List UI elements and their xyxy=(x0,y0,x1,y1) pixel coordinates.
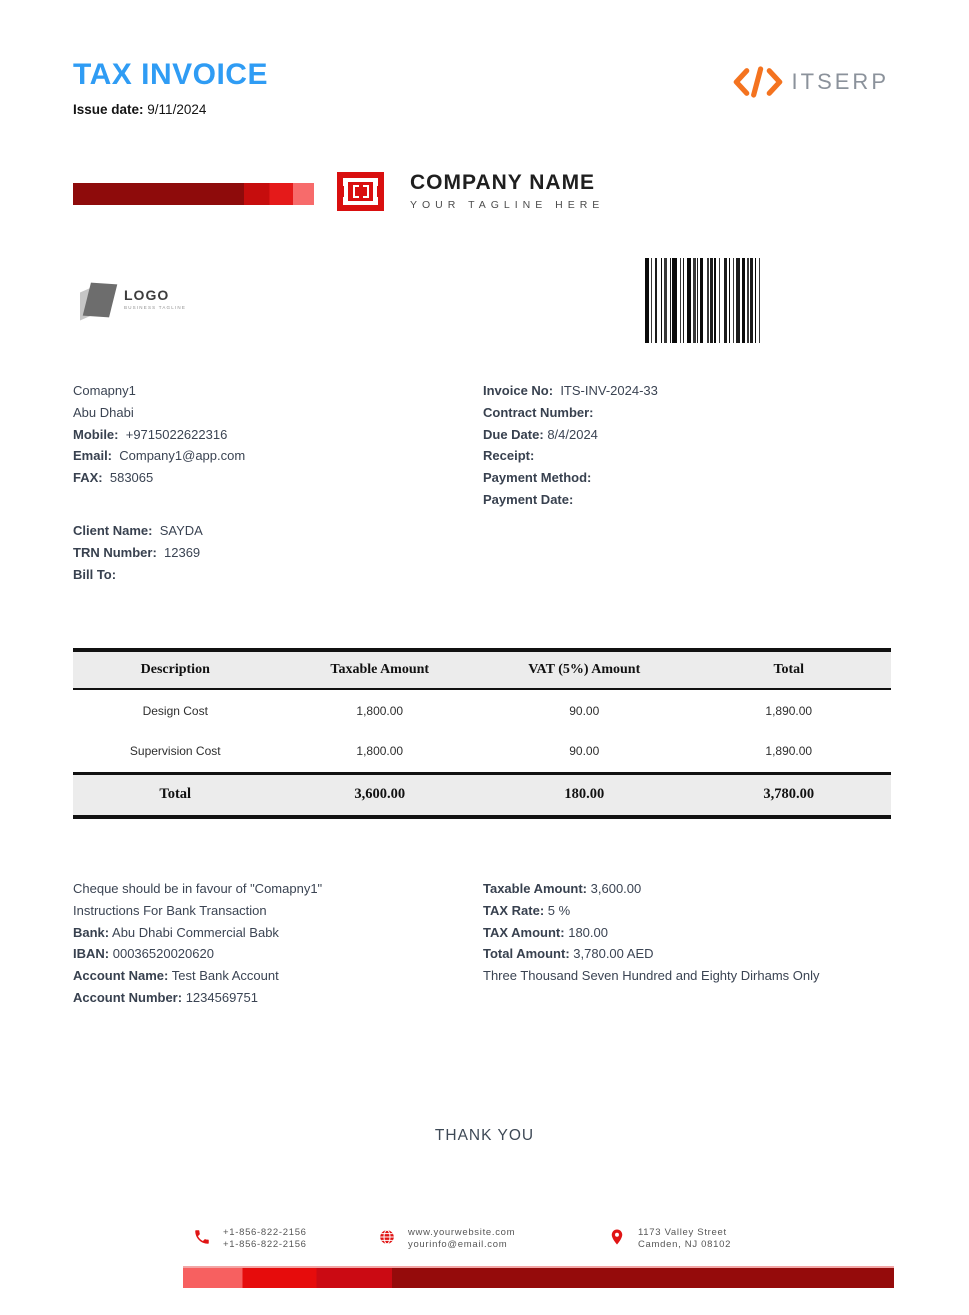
due-date-line: Due Date: 8/4/2024 xyxy=(483,426,598,442)
cheque-line: Cheque should be in favour of "Comapny1" xyxy=(73,881,323,896)
logo-placeholder-tagline: BUSINESS TAGLINE xyxy=(124,305,187,310)
bottom-red-bar xyxy=(183,1266,894,1288)
footer-web-group xyxy=(378,1227,515,1250)
table-total-row: Total 3,600.00 180.00 3,780.00 xyxy=(73,773,891,817)
bill-to-line: Bill To: xyxy=(73,566,117,582)
footer-address-2: Camden, NJ 08102 xyxy=(638,1238,732,1250)
table-row: Design Cost 1,800.00 90.00 1,890.00 xyxy=(142,703,813,718)
client-info xyxy=(73,520,203,585)
footer-email: yourinfo@email.com xyxy=(408,1238,508,1250)
globe-icon xyxy=(378,1228,396,1246)
company-banner xyxy=(410,171,604,211)
tax-rate-line: TAX Rate: 5 % xyxy=(483,902,571,918)
company-tagline: YOUR TAGLINE HERE xyxy=(410,199,605,211)
footer-phone-1: +1-856-822-2156 xyxy=(223,1227,307,1238)
contract-number-line: Contract Number: xyxy=(483,404,594,420)
itserp-brand-logo xyxy=(732,66,889,98)
payment-date-line: Payment Date: xyxy=(483,491,574,507)
thank-you-text: THANK YOU xyxy=(434,1127,535,1144)
page-title: TAX INVOICE xyxy=(73,58,268,91)
items-table-header-row xyxy=(73,650,891,689)
footer-phone-group xyxy=(193,1227,307,1250)
receipt-line: Receipt: xyxy=(483,448,535,464)
taxable-amount-line: Taxable Amount: 3,600.00 xyxy=(483,881,642,896)
account-number-line: Account Number: 1234569751 xyxy=(73,989,258,1005)
invoice-no-line: Invoice No: ITS-INV-2024-33 xyxy=(483,383,658,398)
trn-number-line: TRN Number: 12369 xyxy=(73,544,201,560)
phone-icon xyxy=(193,1228,211,1246)
seller-city: Abu Dhabi xyxy=(73,404,134,420)
amount-in-words: Three Thousand Seven Hundred and Eighty Dirhams Only xyxy=(483,968,820,984)
company-emblem-icon xyxy=(337,172,384,211)
red-banner-bar xyxy=(73,183,314,205)
totals-summary xyxy=(483,878,820,987)
location-pin-icon xyxy=(608,1228,626,1246)
issue-date-line xyxy=(73,102,206,117)
table-row: Supervision Cost 1,800.00 90.00 1,890.00 xyxy=(129,744,813,759)
instructions-line: Instructions For Bank Transaction xyxy=(73,902,267,918)
barcode xyxy=(645,258,760,343)
bank-details xyxy=(73,878,322,1009)
seller-email-line: Email: Company1@app.com xyxy=(73,448,246,464)
client-name-line: Client Name: SAYDA xyxy=(73,523,203,538)
footer-phone-2: +1-856-822-2156 xyxy=(223,1238,307,1250)
footer-address-group xyxy=(608,1227,731,1250)
company-name: COMPANY NAME xyxy=(410,171,596,194)
col-total: Total xyxy=(687,650,892,689)
seller-mobile-line: Mobile: +9715022622316 xyxy=(73,426,228,442)
logo-placeholder-text: LOGO xyxy=(124,287,170,303)
logo-placeholder xyxy=(80,283,200,323)
payment-method-line: Payment Method: xyxy=(483,470,592,486)
col-taxable-amount: Taxable Amount xyxy=(278,650,483,689)
iban-line: IBAN: 00036520020620 xyxy=(73,946,214,962)
col-vat-amount: VAT (5%) Amount xyxy=(482,650,687,689)
code-brackets-icon xyxy=(732,66,784,98)
seller-name: Comapny1 xyxy=(73,383,136,398)
col-description: Description xyxy=(73,650,278,689)
total-amount-line: Total Amount: 3,780.00 AED xyxy=(483,946,654,962)
tax-amount-line: TAX Amount: 180.00 xyxy=(483,924,608,940)
items-table xyxy=(73,648,891,819)
issue-date-value: 9/11/2024 xyxy=(147,102,207,117)
brand-name: ITSERP xyxy=(791,69,889,94)
footer-address-1: 1173 Valley Street xyxy=(638,1227,727,1238)
seller-info xyxy=(73,380,245,489)
bank-name-line: Bank: Abu Dhabi Commercial Babk xyxy=(73,924,279,940)
issue-date-label: Issue date: xyxy=(73,102,144,117)
seller-fax-line: FAX: 583065 xyxy=(73,470,154,486)
account-name-line: Account Name: Test Bank Account xyxy=(73,968,279,984)
invoice-meta xyxy=(483,380,658,511)
footer-website: www.yourwebsite.com xyxy=(408,1227,516,1238)
